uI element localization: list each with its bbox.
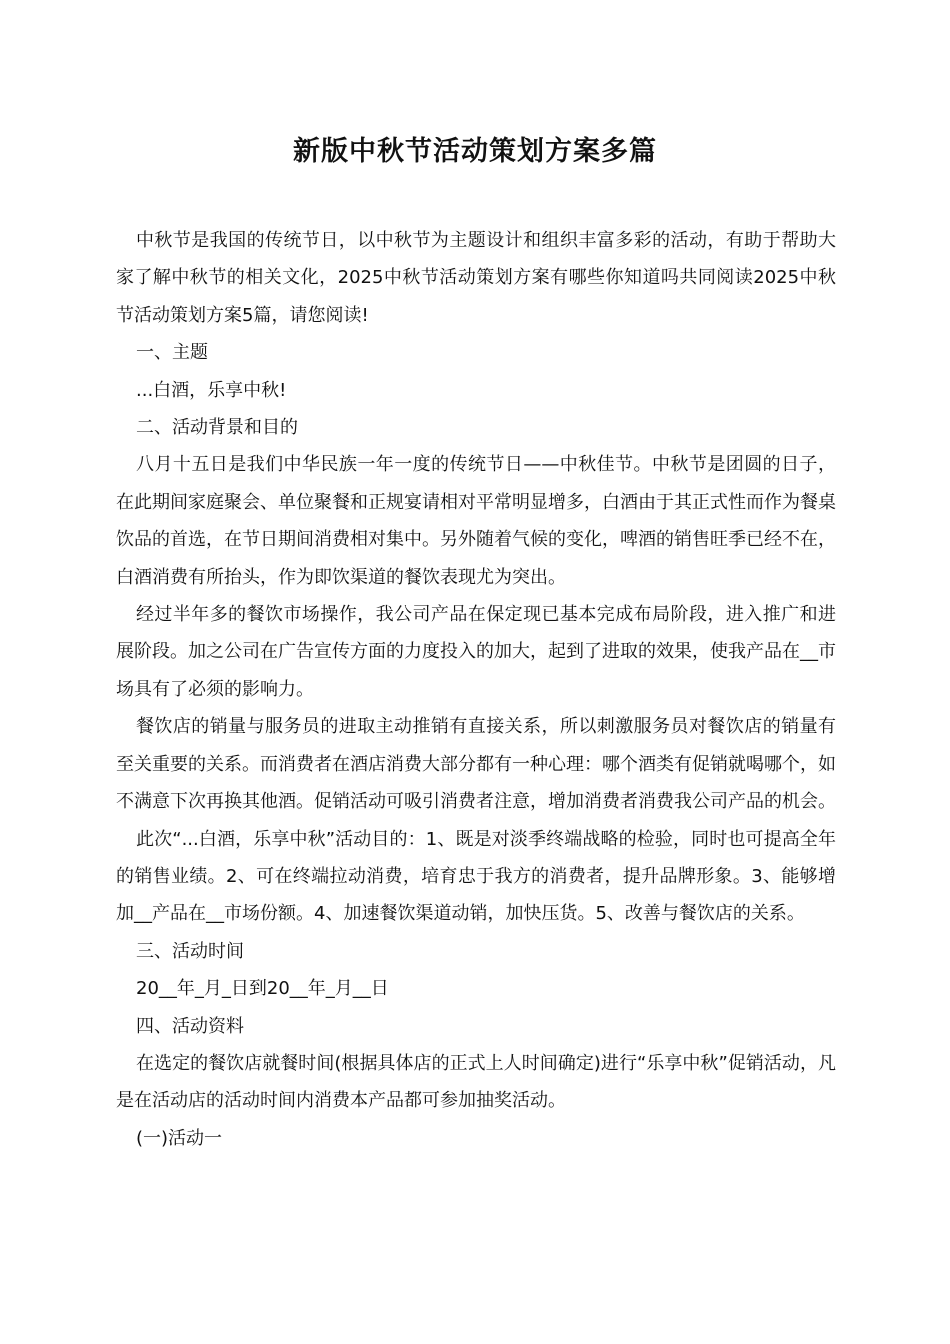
document-body bbox=[116, 222, 836, 1157]
heading-theme: 一、主题 bbox=[136, 342, 208, 364]
paragraph-theme: ...白酒，乐享中秋! bbox=[136, 379, 287, 401]
heading-activity-one: (一)活动一 bbox=[136, 1127, 223, 1149]
heading-background: 二、活动背景和目的 bbox=[136, 417, 298, 439]
paragraph-background-3: 餐饮店的销量与服务员的进取主动推销有直接关系，所以刺激服务员对餐饮店的销量有至关重要的关系。而消费者在酒店消费大部分都有一种心理：哪个酒类有促销就喝哪个，如不满意下次再换其他酒。促销活动可吸引消费者注意，增加消费者消费我公司产品的机会。 bbox=[116, 716, 836, 813]
paragraph-time: 20__年_月_日到20__年_月__日 bbox=[136, 978, 389, 1000]
document-title: 新版中秋节活动策划方案多篇 bbox=[293, 136, 657, 167]
heading-content: 四、活动资料 bbox=[136, 1015, 244, 1037]
heading-time: 三、活动时间 bbox=[136, 940, 244, 962]
paragraph-background-2: 经过半年多的餐饮市场操作，我公司产品在保定现已基本完成布局阶段，进入推广和进展阶段。加之公司在广告宣传方面的力度投入的加大，起到了进取的效果，使我产品在__市场具有了必须的影响力。 bbox=[116, 604, 836, 700]
paragraph-goals: 此次“...白酒，乐享中秋”活动目的：1、既是对淡季终端战略的检验，同时也可提高全年的销售业绩。2、可在终端拉动消费，培育忠于我方的消费者，提升品牌形象。3、能够增加__产品在__市场份额。4、加速餐饮渠道动销，加快压货。5、改善与餐饮店的关系。 bbox=[116, 828, 836, 925]
paragraph-intro: 中秋节是我国的传统节日，以中秋节为主题设计和组织丰富多彩的活动，有助于帮助大家了解中秋节的相关文化，2025中秋节活动策划方案有哪些你知道吗共同阅读2025中秋节活动策划方案5篇，请您阅读! bbox=[116, 230, 836, 326]
paragraph-content: 在选定的餐饮店就餐时间(根据具体店的正式上人时间确定)进行“乐享中秋”促销活动，凡是在活动店的活动时间内消费本产品都可参加抽奖活动。 bbox=[116, 1052, 836, 1112]
paragraph-background-1: 八月十五日是我们中华民族一年一度的传统节日——中秋佳节。中秋节是团圆的日子，在此期间家庭聚会、单位聚餐和正规宴请相对平常明显增多，白酒由于其正式性而作为餐桌饮品的首选，在节日期间消费相对集中。另外随着气候的变化，啤酒的销售旺季已经不在，白酒消费有所抬头，作为即饮渠道的餐饮表现尤为突出。 bbox=[116, 454, 836, 588]
